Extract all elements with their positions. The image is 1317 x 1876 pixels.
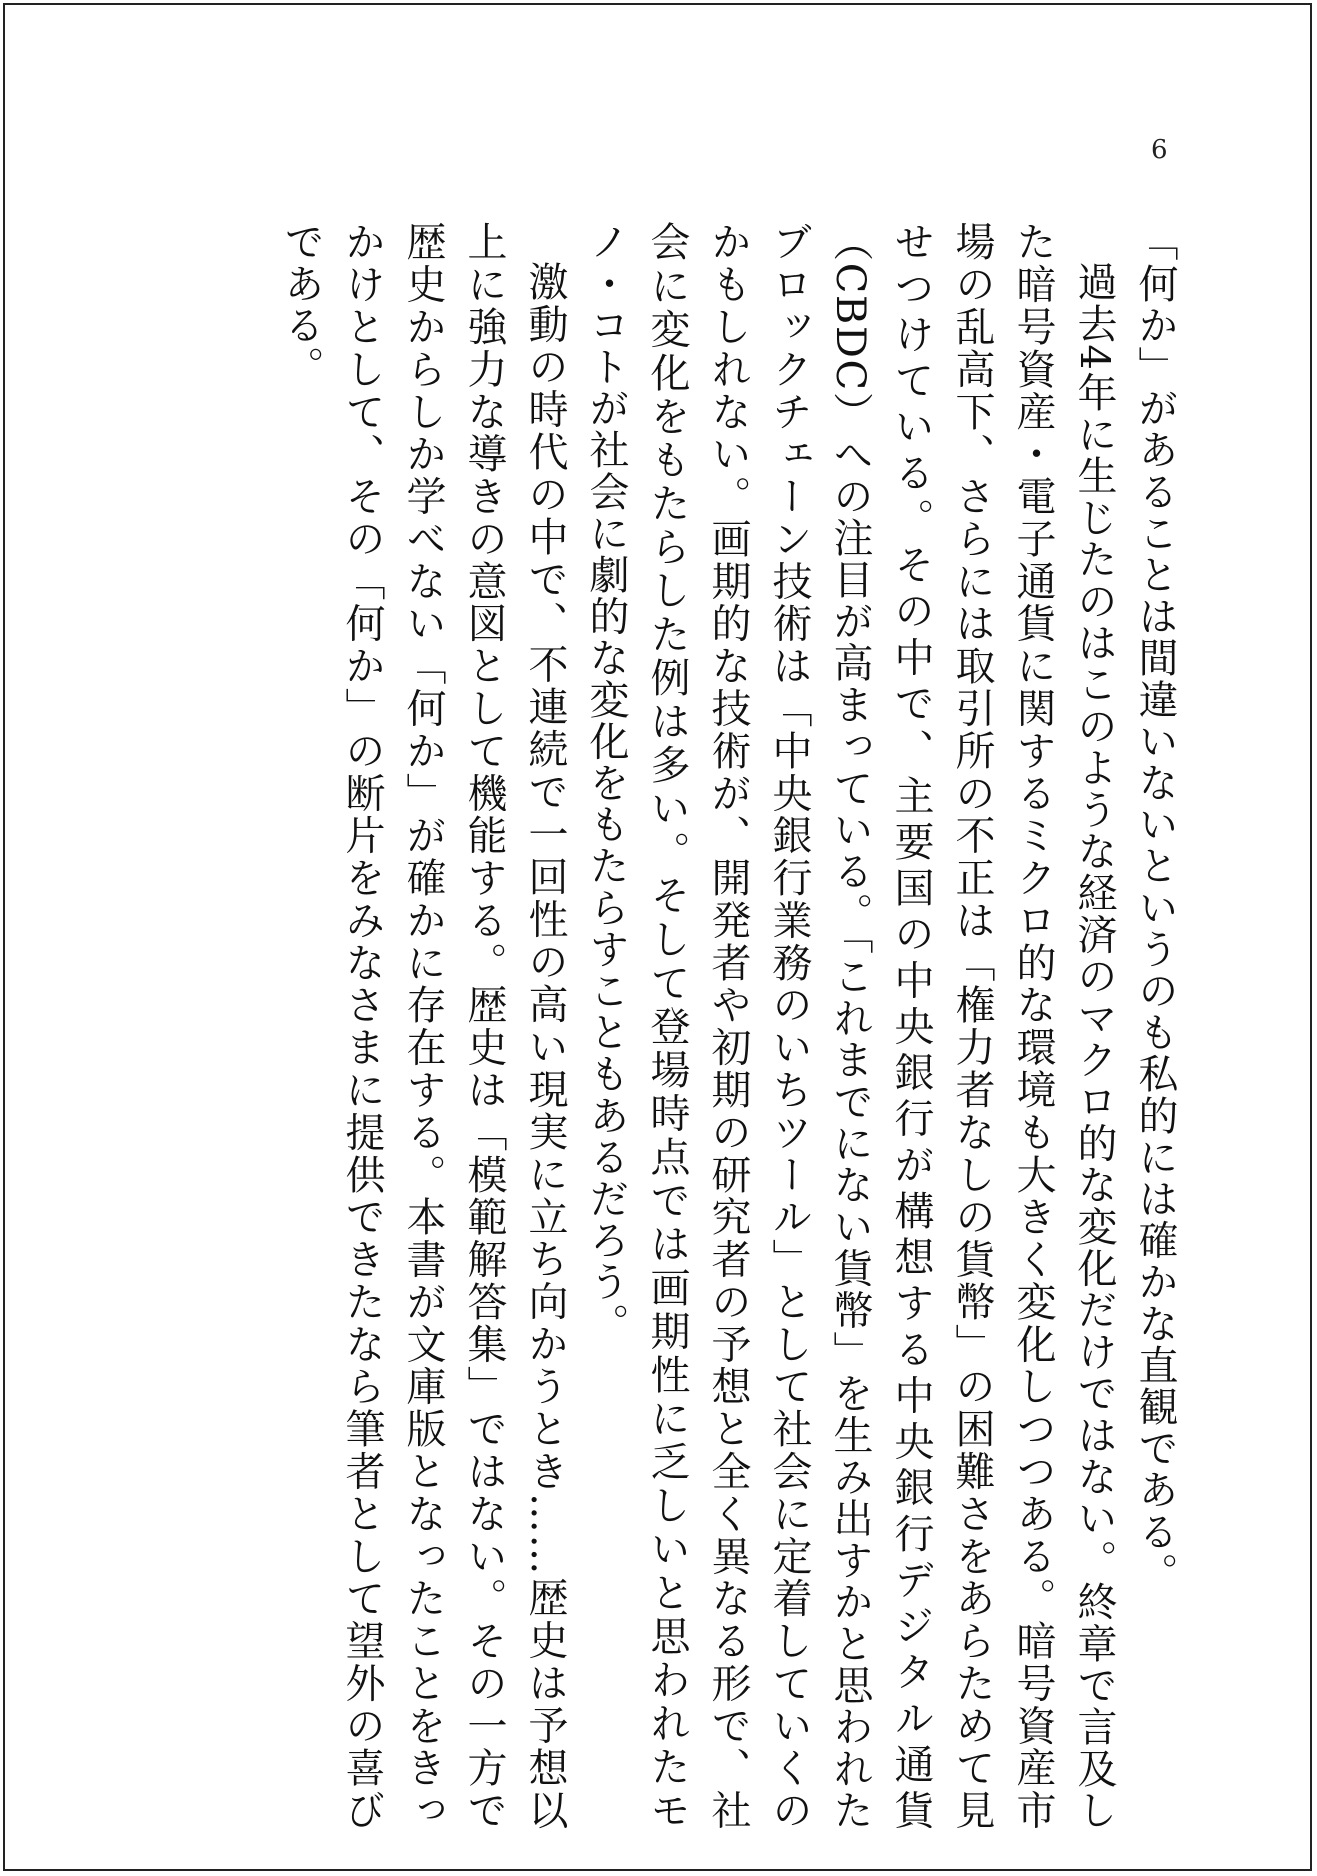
page-number: 6: [1151, 135, 1168, 165]
vertical-text-body: [195, 221, 1185, 1831]
paragraph-continuation: 「何か」があることは間違いないというのも私的には確かな直観である。: [1132, 221, 1178, 1594]
page-frame: [3, 3, 1312, 1871]
paragraph-closing: 激動の時代の中で、不連続で一回性の高い現実に立ち向かうとき……歴史は予想以上に強力な導きの意図として機能する。歴史は「模範解答集」ではない。その一方で歴史からしか学べない「何か」が確かに存在する。本書が文庫版となったことをきっかけとして、その「何か」の断片をみなさまに提供できたなら筆者として望外の喜びである。: [278, 221, 568, 1831]
paragraph-recent-changes: 過去4年に生じたのはこのような経済のマクロ的な変化だけではない。終章で言及した暗号資産・電子通貨に関するミクロ的な環境も大きく変化しつつある。暗号資産市場の乱高下、さらには取引所の不正は「権力者なしの貨幣」の困難さをあらためて見せつけている。その中で、主要国の中央銀行が構想する中央銀行デジタル通貨（CBDC）への注目が高まっている。「これまでにない貨幣」を生み出すかと思われたブロックチェーン技術は「中央銀行業務のいちツール」として社会に定着していくのかもしれない。画期的な技術が、開発者や初期の研究者の予想と全く異なる形で、社会に変化をもたらした例は多い。そして登場時点では画期性に乏しいと思われたモノ・コトが社会に劇的な変化をもたらすこともあるだろう。: [583, 221, 1117, 1831]
